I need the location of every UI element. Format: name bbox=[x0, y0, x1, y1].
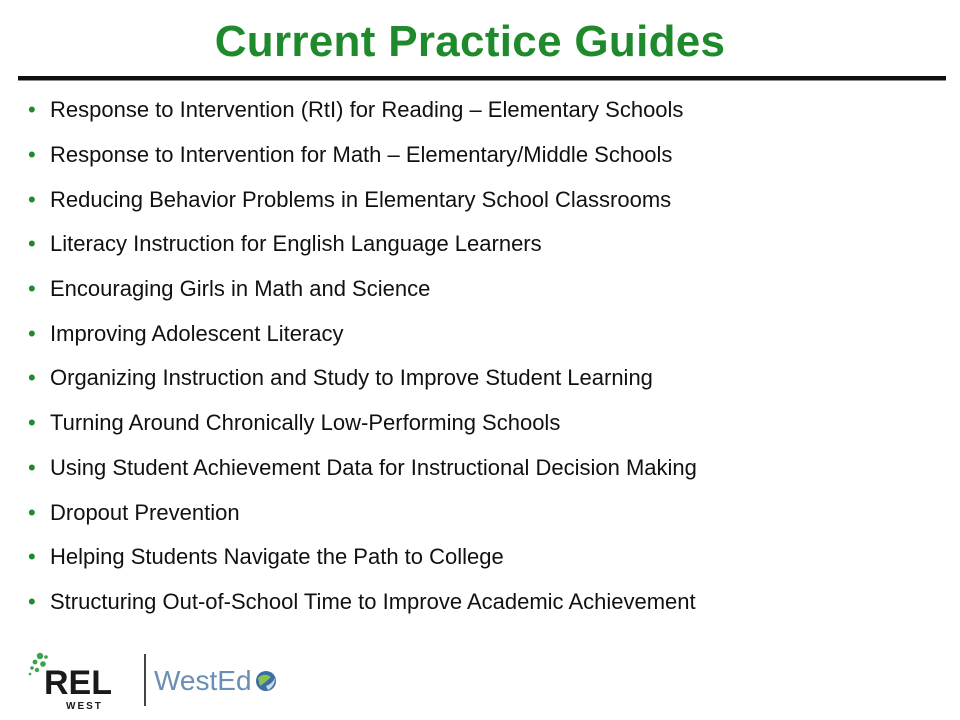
rel-west-logo bbox=[26, 648, 126, 712]
bullet-icon: • bbox=[28, 231, 36, 257]
bullet-icon: • bbox=[28, 97, 36, 123]
list-item-text: Helping Students Navigate the Path to College bbox=[50, 544, 504, 570]
bullet-icon: • bbox=[28, 142, 36, 168]
list-item-text: Turning Around Chronically Low-Performing Schools bbox=[50, 410, 561, 436]
list-item-text: Structuring Out-of-School Time to Improve Academic Achievement bbox=[50, 588, 696, 614]
list-item-text: Organizing Instruction and Study to Improve Student Learning bbox=[50, 365, 653, 391]
list-item bbox=[28, 222, 928, 267]
bullet-icon: • bbox=[28, 320, 36, 346]
rel-sub-text: WEST bbox=[66, 701, 103, 712]
bullet-icon: • bbox=[28, 454, 36, 480]
list-item-text: Reducing Behavior Problems in Elementary School Classrooms bbox=[50, 186, 672, 212]
list-item bbox=[28, 580, 928, 625]
list-item-text: Literacy Instruction for English Language Learners bbox=[50, 231, 542, 257]
list-item bbox=[28, 535, 928, 580]
list-item-text: Response to Intervention for Math – Elementary/Middle Schools bbox=[50, 142, 673, 168]
list-item bbox=[28, 177, 928, 222]
bullet-icon: • bbox=[28, 276, 36, 302]
list-item bbox=[28, 267, 928, 312]
wested-text: WestEd bbox=[154, 665, 252, 696]
list-item bbox=[28, 490, 928, 535]
footer-logos bbox=[26, 648, 326, 712]
list-item bbox=[28, 356, 928, 401]
logo-divider bbox=[144, 654, 146, 706]
bullet-icon: • bbox=[28, 365, 36, 391]
list-item bbox=[28, 88, 928, 133]
list-item-text: Using Student Achievement Data for Instructional Decision Making bbox=[50, 454, 697, 480]
list-item bbox=[28, 401, 928, 446]
bullet-icon: • bbox=[28, 544, 36, 570]
bullet-icon: • bbox=[28, 186, 36, 212]
bullet-icon: • bbox=[28, 588, 36, 614]
list-item bbox=[28, 446, 928, 491]
slide-title: Current Practice Guides bbox=[214, 17, 726, 66]
list-item-text: Dropout Prevention bbox=[50, 499, 240, 525]
bullet-icon: • bbox=[28, 499, 36, 525]
list-item-text: Improving Adolescent Literacy bbox=[50, 320, 344, 346]
list-item bbox=[28, 133, 928, 178]
list-item bbox=[28, 311, 928, 356]
rel-text: REL bbox=[44, 664, 112, 702]
wested-logo bbox=[154, 656, 324, 704]
list-item-text: Encouraging Girls in Math and Science bbox=[50, 276, 431, 302]
practice-guides-list bbox=[28, 88, 928, 624]
title-divider-shadow bbox=[18, 80, 946, 81]
list-item-text: Response to Intervention (RtI) for Reading – Elementary Schools bbox=[50, 97, 684, 123]
bullet-icon: • bbox=[28, 410, 36, 436]
